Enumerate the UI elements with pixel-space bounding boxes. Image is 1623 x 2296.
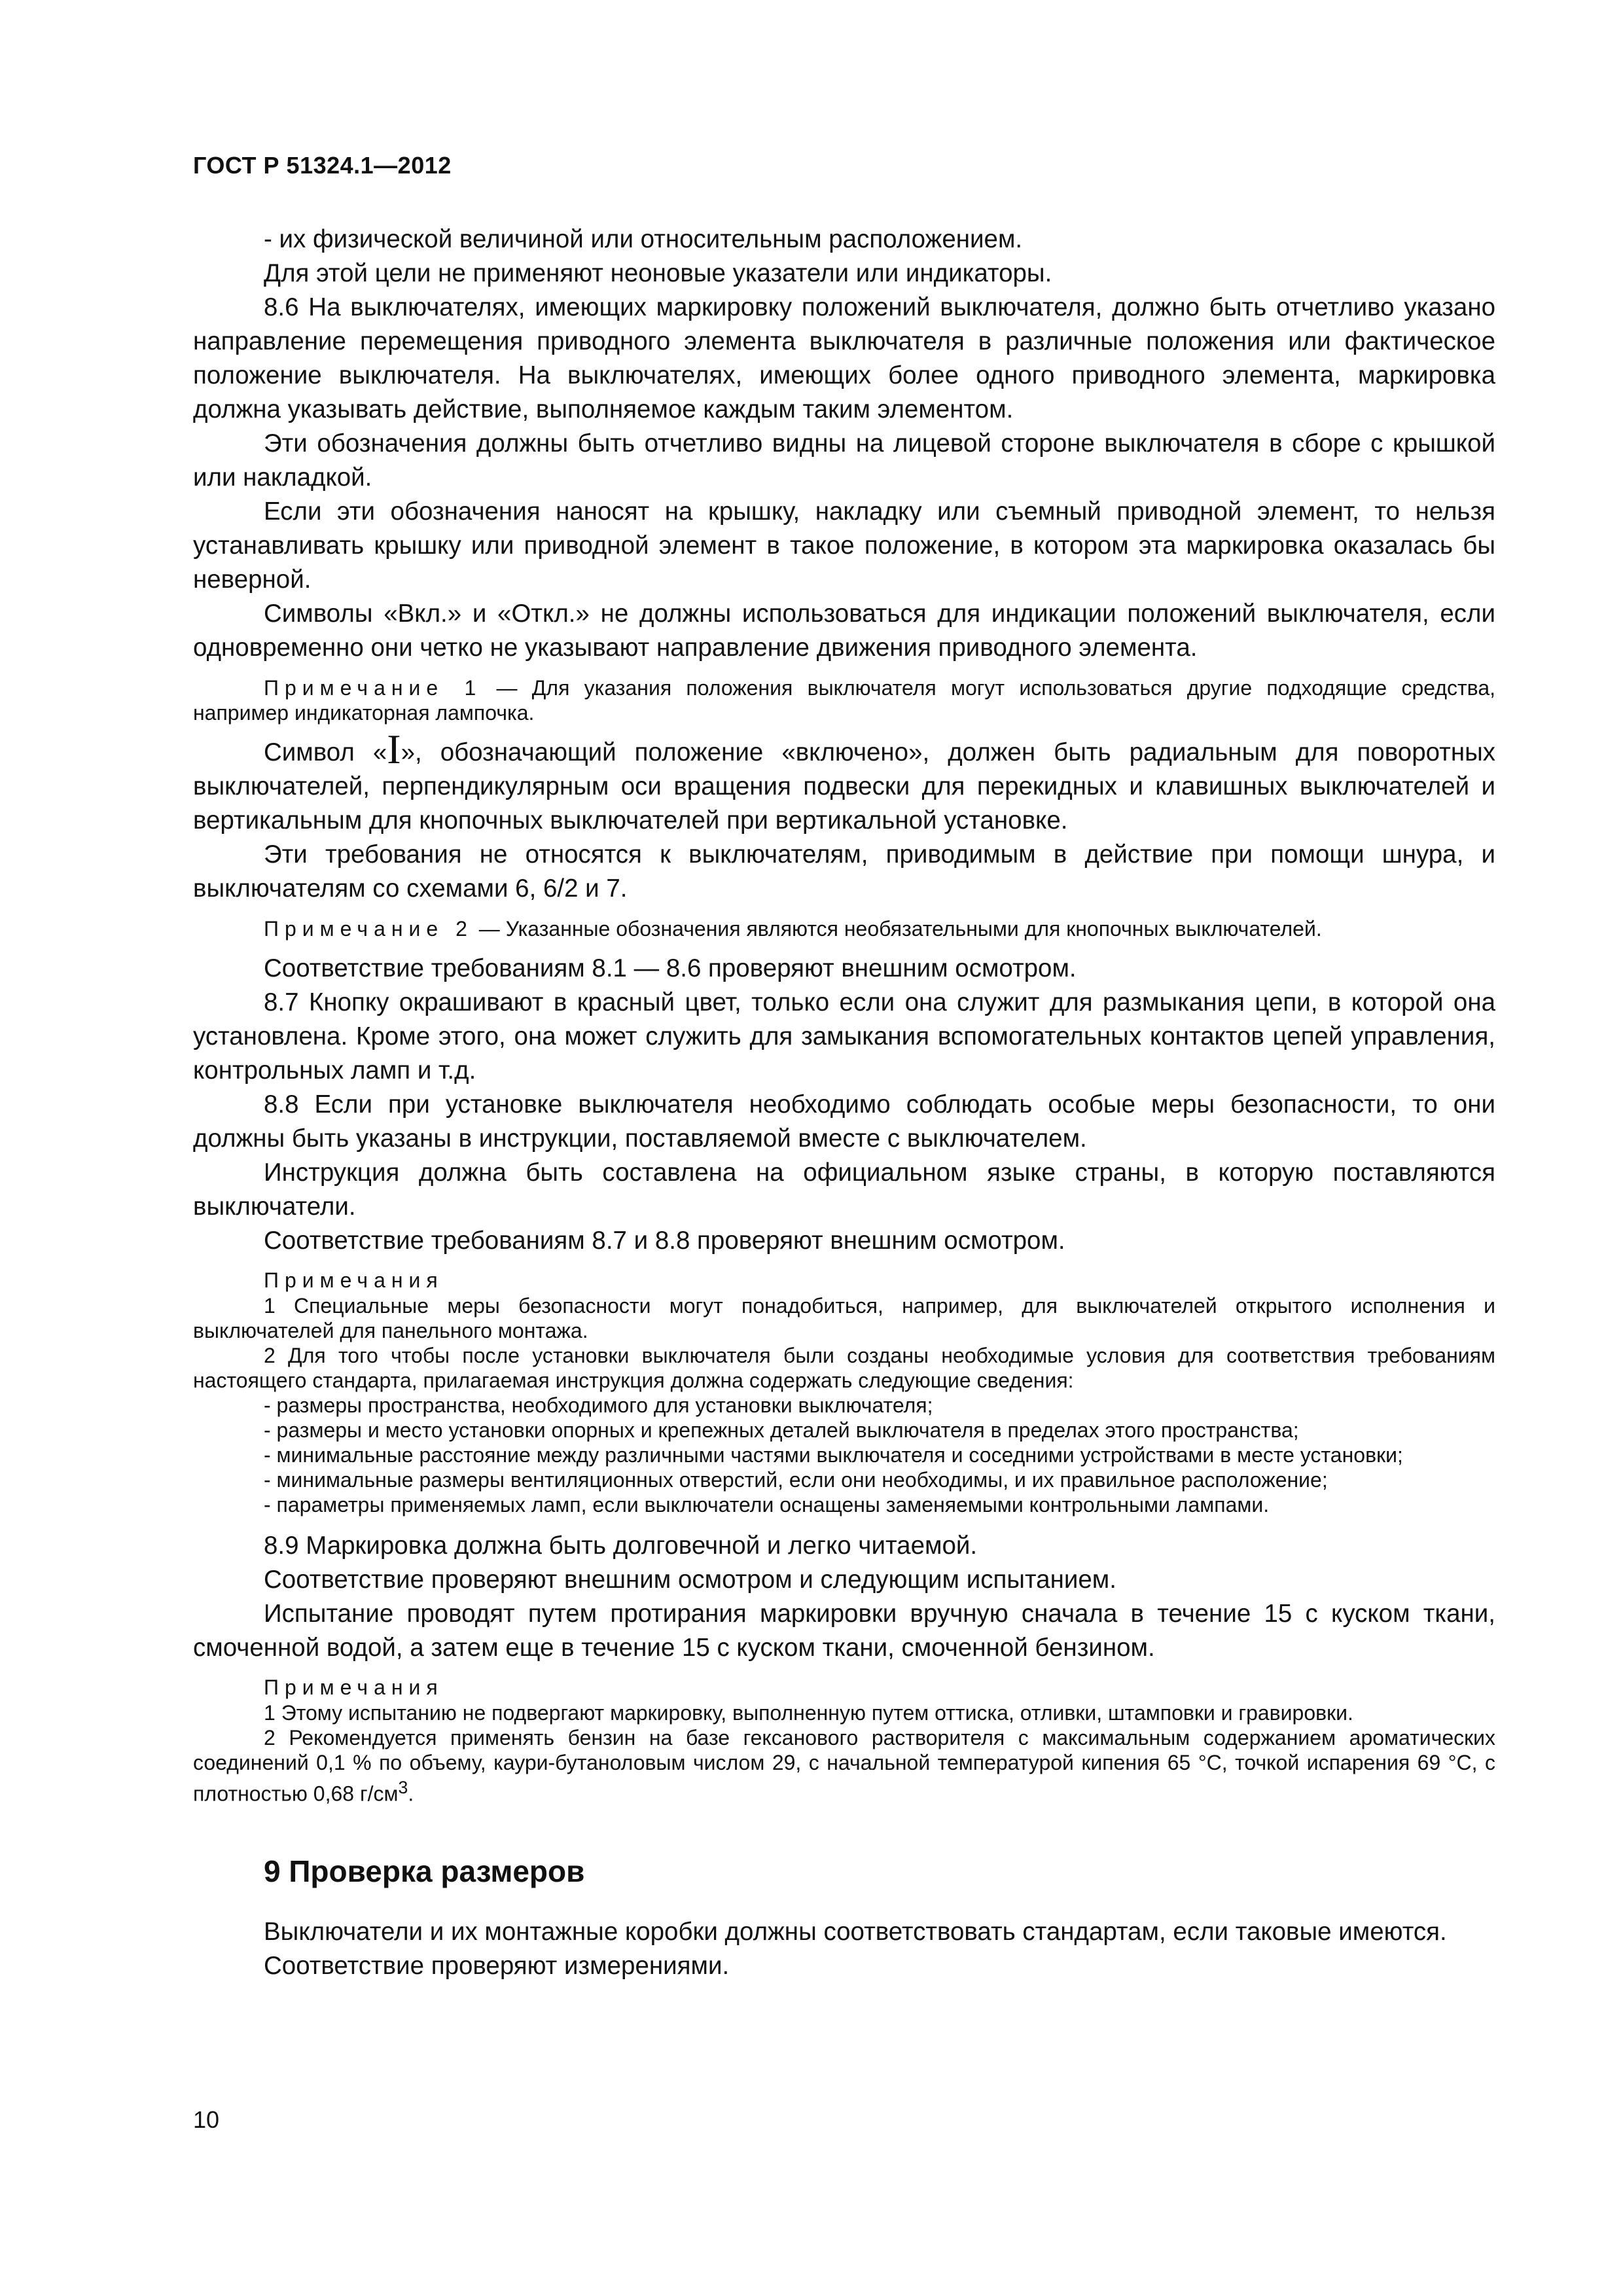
note-item: 1 Этому испытанию не подвергают маркировку, выполненную путем оттиска, отливки, штамповки и гравировки.: [264, 1701, 1353, 1725]
document-body: [193, 223, 1495, 1983]
superscript: 3: [398, 1778, 408, 1797]
note-item: [193, 1725, 1495, 1806]
note-item: - размеры и место установки опорных и крепежных деталей выключателя в пределах этого пространства;: [264, 1418, 1299, 1442]
paragraph: Эти обозначения должны быть отчетливо видны на лицевой стороне выключателя в сборе с крышкой или накладкой.: [193, 429, 1495, 492]
paragraph: - их физической величиной или относительным расположением.: [264, 225, 1023, 253]
clause-8-6: 8.6 На выключателях, имеющих маркировку положений выключателя, должно быть отчетливо указано направление перемещения приводного элемента выключателя в различные положения или фактическое положение выключателя. На выключателях, имеющих более одного приводного элемента, маркировка должна указывать действие, выполняемое каждым таким элементом.: [193, 293, 1495, 423]
note-text: — Для указания положения выключателя могут использоваться другие подходящие средства, например индикаторная лампочка.: [193, 676, 1496, 725]
paragraph: Соответствие проверяют измерениями.: [264, 1951, 730, 1980]
note-text: — Указанные обозначения являются необязательными для кнопочных выключателей.: [473, 917, 1322, 941]
paragraph: Инструкция должна быть составлена на официальном языке страны, в которую поставляются выключатели.: [193, 1158, 1495, 1221]
note-text-end: .: [408, 1782, 414, 1806]
paragraph: Выключатели и их монтажные коробки должны соответствовать стандартам, если таковые имеются.: [264, 1917, 1447, 1946]
paragraph: Символы «Вкл.» и «Откл.» не должны использоваться для индикации положений выключателя, если одновременно они четко не указывают направление движения приводного элемента.: [193, 600, 1495, 662]
document-code-header: ГОСТ Р 51324.1—2012: [193, 152, 452, 179]
symbol-text-start: Символ «: [264, 738, 387, 766]
note-item: - размеры пространства, необходимого для установки выключателя;: [264, 1393, 933, 1417]
paragraph: Для этой цели не применяют неоновые указатели или индикаторы.: [264, 259, 1052, 287]
notes-heading: Примечания: [264, 1676, 444, 1699]
note-text: 2 Рекомендуется применять бензин на базе гексанового растворителя с максимальным содержанием ароматических соединений 0,1 % по объему, каури-бутаноловым числом 29, с начальной температурой кипения 65 °С, точкой испарения 69 °С, с плотностью 0,68 г/см: [193, 1726, 1495, 1806]
note-label: Примечание 2: [264, 917, 473, 941]
section-heading: 9 Проверка размеров: [264, 1854, 585, 1888]
note-1: [193, 675, 1495, 725]
note-item: - параметры применяемых ламп, если выключатели оснащены заменяемыми контрольными лампами.: [264, 1493, 1270, 1516]
paragraph: Соответствие требованиям 8.7 и 8.8 проверяют внешним осмотром.: [264, 1227, 1065, 1255]
paragraph: Испытание проводят путем протирания маркировки вручную сначала в течение 15 с куском ткани, смоченной водой, а затем еще в течение 15 с куском ткани, смоченной бензином.: [193, 1600, 1495, 1662]
note-item: - минимальные расстояние между различными частями выключателя и соседними устройствами в месте установки;: [264, 1443, 1403, 1467]
paragraph: Эти требования не относятся к выключателям, приводимым в действие при помощи шнура, и выключателям со схемами 6, 6/2 и 7.: [193, 840, 1495, 903]
paragraph: Если эти обозначения наносят на крышку, накладку или съемный приводной элемент, то нельзя устанавливать крышку или приводной элемент в такое положение, в котором эта маркировка оказалась бы неверной.: [193, 497, 1495, 594]
paragraph: Соответствие требованиям 8.1 — 8.6 проверяют внешним осмотром.: [264, 954, 1077, 982]
on-position-symbol: I: [387, 726, 401, 772]
clause-8-9: 8.9 Маркировка должна быть долговечной и легко читаемой.: [264, 1532, 978, 1560]
paragraph: Соответствие проверяют внешним осмотром и следующим испытанием.: [264, 1566, 1116, 1594]
symbol-paragraph: [193, 726, 1495, 838]
note-item: 1 Специальные меры безопасности могут понадобиться, например, для выключателей открытого исполнения и выключателей для панельного монтажа.: [193, 1294, 1495, 1342]
page-number: 10: [193, 2106, 220, 2133]
clause-8-7: 8.7 Кнопку окрашивают в красный цвет, только если она служит для размыкания цепи, в которой она установлена. Кроме этого, она может служить для замыкания вспомогательных контактов цепей управления, контрольных ламп и т.д.: [193, 988, 1495, 1085]
note-label: Примечание 1: [264, 676, 482, 700]
note-item: 2 Для того чтобы после установки выключателя были созданы необходимые условия для соответствия требованиям настоящего стандарта, прилагаемая инструкция должна содержать следующие сведения:: [193, 1344, 1495, 1392]
note-item: - минимальные размеры вентиляционных отверстий, если они необходимы, и их правильное расположение;: [264, 1468, 1328, 1492]
clause-8-8: 8.8 Если при установке выключателя необходимо соблюдать особые меры безопасности, то они должны быть указаны в инструкции, поставляемой вместе с выключателем.: [193, 1090, 1495, 1153]
note-2: [193, 916, 1495, 941]
symbol-text-end: », обозначающий положение «включено», должен быть радиальным для поворотных выключателей, перпендикулярным оси вращения подвески для перекидных и клавишных выключателей и вертикальным для кнопочных выключателей при вертикальной установке.: [193, 738, 1495, 834]
notes-heading: Примечания: [264, 1268, 444, 1292]
